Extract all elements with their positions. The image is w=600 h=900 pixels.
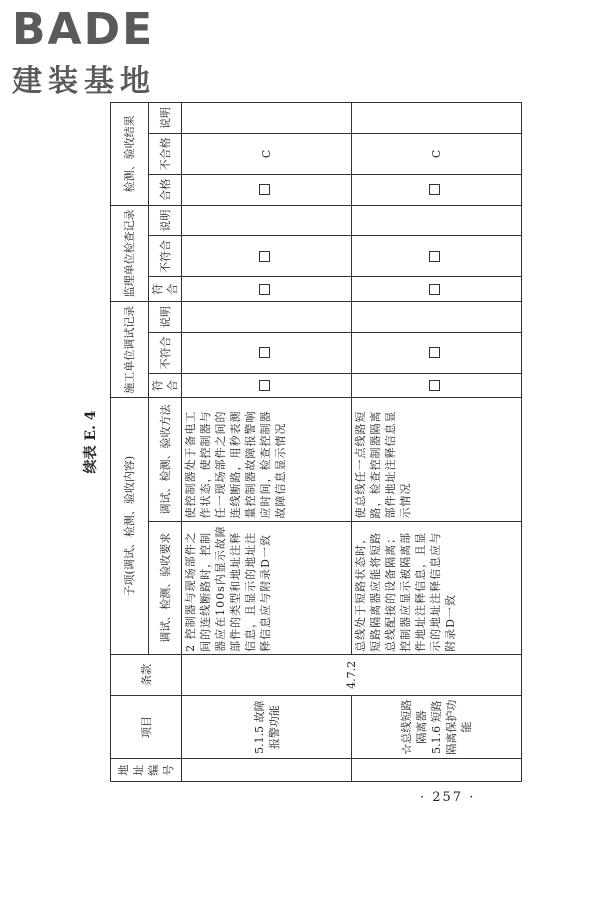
header-s-note: 说明 [149,205,182,236]
row1-req: 2 控制器与现场部件之间的连线断路时，控制器应在100s内显示故障部件的类型和地址注释信息，且显示的地址注释信息应与附录D一致 [182,521,352,654]
table-row [182,103,352,782]
row2-result-mark: C [352,133,522,174]
header-c-ok: 符合 [149,373,182,398]
checkbox[interactable] [429,380,440,391]
header-sub-item: 子项(调试、检测、验收内容) [111,398,149,654]
header-inspection: 检测、验收结果 [111,103,149,206]
row2-item: ☆总线短路隔离器 5.1.6 短路隔离保护功能 [352,695,522,759]
checkbox[interactable] [259,347,270,358]
checkbox[interactable] [429,347,440,358]
checkbox[interactable] [429,284,440,295]
header-item: 项目 [111,695,182,759]
checkbox[interactable] [259,380,270,391]
row2-method: 使总线任一点线路短路，检查控制器隔离部件地址注释信息显示情况 [352,398,522,521]
header-method: 调试、检测、验收方法 [149,398,182,521]
checkbox[interactable] [259,284,270,295]
header-fail: 不合格 [149,133,182,174]
row1-method: 使控制器处于备电工作状态，使控制器与任一现场部件之间的连线断路，用秒表测量控制器故障报警响应时间，检查控制器故障信息显示情况 [182,398,352,521]
header-c-not-ok: 不符合 [149,332,182,373]
header-c-note: 说明 [149,302,182,333]
header-s-ok: 符合 [149,277,182,302]
row1-result-mark: C [182,133,352,174]
header-i-note: 说明 [149,103,182,134]
header-clause: 条款 [111,654,182,695]
checkbox[interactable] [429,251,440,262]
header-req: 调试、检测、验收要求 [149,521,182,654]
inspection-table [110,102,522,782]
logo-brand: BADE [12,4,155,55]
header-pass: 合格 [149,174,182,205]
header-construction: 施工单位调试记录 [111,302,149,398]
checkbox[interactable] [259,184,270,195]
checkbox[interactable] [429,184,440,195]
row-clause: 4.7.2 [182,654,522,695]
header-addr: 地址编号 [111,759,182,782]
header-s-not-ok: 不符合 [149,236,182,277]
logo [8,4,188,99]
logo-subtitle: 建装基地 [12,64,156,99]
page-number: · 257 · [420,790,476,805]
table-caption: 续表 E. 4 [83,410,99,474]
rotated-table-page [83,102,510,782]
row2-req: 总线处于短路状态时，短路隔离器应能将短路总线配接的设备隔离；控制器应显示被隔离部件地址注释信息，且显示的地址注释信息应与附录D一致 [352,521,522,654]
checkbox[interactable] [259,251,270,262]
header-supervision: 监理单位检查记录 [111,205,149,301]
row1-item: 5.1.5 故障报警功能 [182,695,352,759]
